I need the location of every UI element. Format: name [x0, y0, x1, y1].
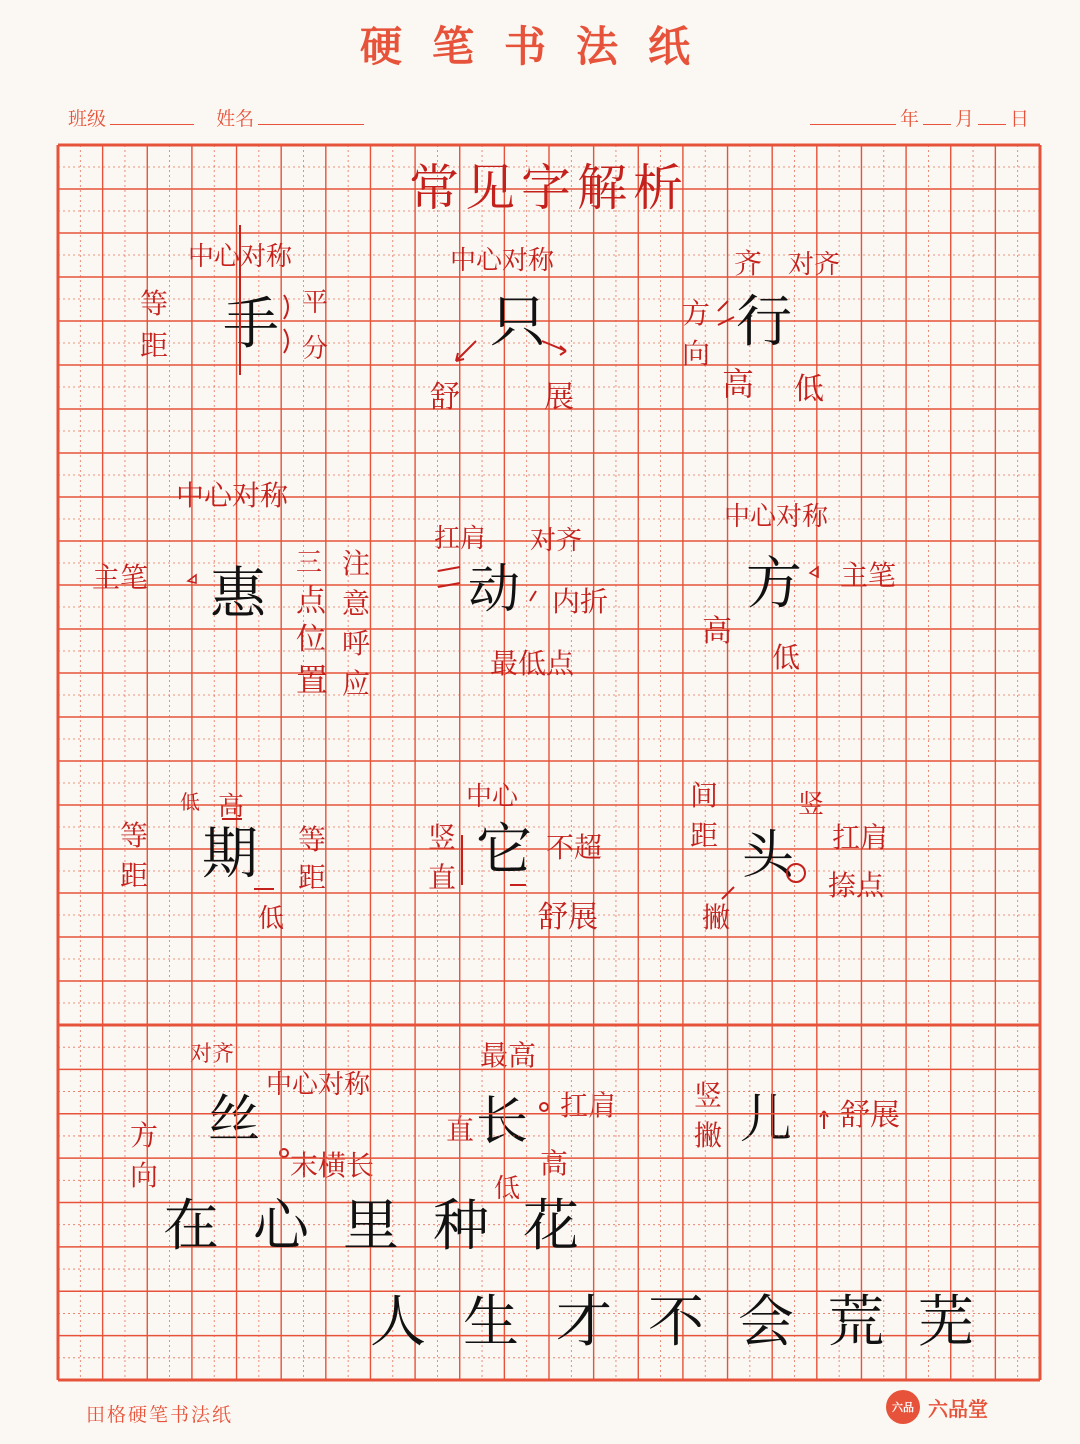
- day-line: [978, 108, 1006, 125]
- character: 动: [468, 560, 521, 620]
- note: 呼: [342, 627, 371, 660]
- note: 距: [120, 859, 149, 892]
- note: 撇: [694, 1119, 723, 1152]
- note: 末横长: [290, 1149, 375, 1182]
- note: 低: [772, 641, 801, 674]
- note: 舒展: [840, 1098, 900, 1133]
- note: 应: [342, 667, 371, 700]
- note: 捺点: [828, 869, 885, 902]
- character: 惠: [210, 562, 266, 627]
- note: 中心对称: [176, 479, 289, 512]
- note: 主笔: [840, 559, 897, 592]
- note: 高: [722, 365, 755, 403]
- character: 行: [736, 290, 792, 355]
- note: 舒: [430, 380, 460, 415]
- note: 展: [544, 380, 574, 415]
- note: 等: [140, 287, 169, 320]
- class-line: [110, 108, 194, 125]
- character: 儿: [740, 1090, 793, 1150]
- character: 只: [490, 290, 546, 355]
- note: 三: [296, 548, 323, 578]
- note: 分: [302, 334, 329, 364]
- note: 距: [690, 819, 719, 852]
- note: 意: [342, 587, 371, 620]
- motto-char: 在: [163, 1194, 219, 1259]
- note: 高: [540, 1147, 569, 1180]
- note: 主笔: [92, 561, 149, 594]
- note: 中心对称: [724, 502, 829, 532]
- motto-char: 里: [343, 1194, 399, 1259]
- note: 直: [446, 1113, 475, 1146]
- note: 高: [218, 792, 245, 822]
- analysis-grid: [58, 145, 1040, 1204]
- note: 间: [690, 779, 719, 812]
- analysis-cell-qi: [120, 790, 326, 934]
- analysis-cell-tou: [690, 779, 888, 934]
- note: 直: [428, 861, 457, 894]
- note: 向: [682, 337, 711, 370]
- character: 长: [476, 1092, 529, 1152]
- motto-char: 种: [433, 1194, 489, 1259]
- note: 不超: [546, 831, 603, 864]
- note: 方: [682, 297, 711, 330]
- motto-char: 心: [253, 1194, 309, 1259]
- sheet-title: 硬笔书法纸: [359, 22, 720, 71]
- note: 低: [258, 904, 285, 934]
- year-label: 年: [900, 108, 920, 130]
- seal-icon: 六品: [886, 1390, 920, 1424]
- name-line: [258, 108, 364, 125]
- class-label: 班级: [68, 108, 107, 130]
- character: 方: [746, 552, 802, 617]
- analysis-cell-hui: [92, 479, 370, 700]
- note: 中心对称: [266, 1070, 371, 1100]
- note: 高: [702, 614, 732, 649]
- character: 手: [223, 292, 279, 357]
- month-label: 月: [955, 108, 975, 130]
- note: 撇: [702, 901, 731, 934]
- note: 对齐: [190, 1042, 235, 1067]
- note: 竖: [798, 790, 825, 820]
- analysis-cell-zhi: [430, 246, 574, 415]
- brand-name: 六品堂: [928, 1396, 988, 1421]
- motto-char: 花: [523, 1194, 579, 1259]
- note: 注: [342, 547, 371, 580]
- note: 等: [120, 819, 149, 852]
- note: 低: [180, 790, 200, 814]
- note: 向: [130, 1159, 159, 1192]
- date-field: [806, 104, 1029, 131]
- analysis-cell-shou: [140, 225, 328, 375]
- note: 竖: [694, 1079, 723, 1112]
- motto-char: 荒: [828, 1290, 884, 1355]
- note: 对齐: [788, 250, 841, 280]
- character: 头: [742, 826, 795, 886]
- note: 位: [296, 622, 326, 657]
- note: 低: [494, 1174, 521, 1204]
- note: 中心对称: [450, 246, 555, 276]
- note: 等: [298, 823, 327, 856]
- note: 齐: [734, 247, 763, 280]
- note: 低: [794, 372, 824, 407]
- note: 方: [130, 1119, 159, 1152]
- name-label: 姓名: [216, 108, 255, 130]
- class-field: [68, 104, 368, 131]
- motto-char: 才: [556, 1290, 612, 1355]
- note: 扛肩: [832, 821, 889, 854]
- note: 对齐: [530, 526, 583, 556]
- month-line: [923, 108, 951, 125]
- motto-char: 不: [648, 1290, 704, 1355]
- brand-mark: [886, 1390, 988, 1424]
- motto-char: 人: [370, 1290, 426, 1355]
- note: 扛肩: [560, 1089, 617, 1122]
- note: 扛肩: [434, 524, 487, 554]
- note: 中心对称: [188, 242, 293, 272]
- note: 最低点: [490, 647, 575, 680]
- note: 最高: [480, 1039, 537, 1072]
- note: 距: [140, 329, 169, 362]
- note: 平: [302, 288, 329, 318]
- year-line: [810, 108, 896, 125]
- motto-grid: [58, 1025, 1040, 1380]
- motto-line-2: [370, 1290, 974, 1355]
- page-title: 常见字解析: [409, 159, 689, 217]
- character: 期: [202, 822, 258, 887]
- footer-label: 田格硬笔书法纸: [86, 1404, 234, 1426]
- character: 它: [476, 818, 532, 883]
- character: 丝: [208, 1090, 261, 1150]
- motto-char: 会: [738, 1290, 794, 1355]
- note: 置: [296, 661, 329, 699]
- analysis-cell-fang: [702, 502, 896, 674]
- note: 中心: [466, 782, 519, 812]
- motto-line-1: [163, 1194, 579, 1259]
- note: 舒展: [538, 900, 598, 935]
- motto-char: 芜: [918, 1290, 974, 1355]
- motto-char: 生: [463, 1290, 519, 1355]
- note: 内折: [552, 585, 609, 618]
- note: 竖: [428, 821, 457, 854]
- day-label: 日: [1010, 108, 1030, 130]
- note: 点: [296, 584, 326, 619]
- note: 距: [298, 861, 327, 894]
